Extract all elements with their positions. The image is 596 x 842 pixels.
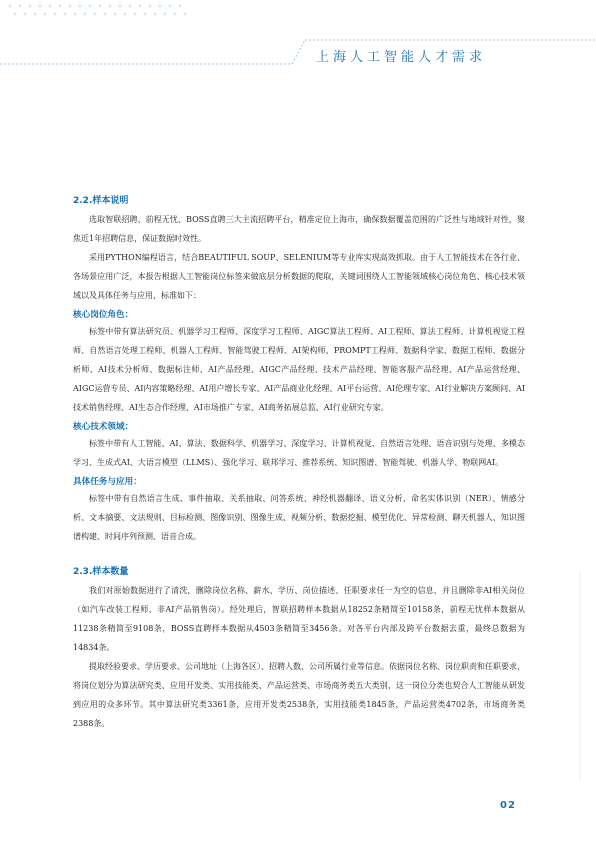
paragraph: 我们对原始数据进行了清洗，删除岗位名称、薪水、学历、岗位描述、任职要求任一为空的信息，并且删除非AI相关岗位（如汽车改装工程师、非AI产品销售岗）。经处理后，智联招聘样本数据从18252条精简至10158条，前程无忧样本数据从11238条精简至9108条，BOSS直聘样本数据从4503条精简至3456条。对各平台内部及跨平台数据去重，最终总数据为14834条。 <box>73 586 525 652</box>
page-content <box>73 193 525 733</box>
paragraph-core-roles: 标签中带有算法研究员、机器学习工程师、深度学习工程师、AIGC算法工程师、AI工程师、算法工程师、计算机视觉工程师、自然语言处理工程师、机器人工程师、智能驾驶工程师、AI架构师、PROMPT工程师、数据科学家、数据工程师、数据分析师、AI技术分析师、数据标注师、AI产品经理、AIGC产品经理、技术产品经理、智能客服产品经理、AI产品运营经理、AIGC运营专员、AI内容策略经理、AI用户增长专家、AI产品商业化经理、AI平台运营、AI伦理专家、AI行业解决方案顾问、AI技术销售经理、AI生态合作经理、AI市场推广专家、AI商务拓展总监、AI行业研究专家。 <box>73 327 526 412</box>
decorative-dot-pattern <box>0 0 190 40</box>
subheading-core-roles: 核心岗位角色： <box>73 310 134 320</box>
subheading-core-tech: 核心技术领域： <box>73 422 134 432</box>
paragraph: 提取经验要求、学历要求、公司地址（上海各区）、招聘人数、公司所属行业等信息。依据岗位名称、岗位职责和任职要求，将岗位划分为算法研究类、应用开发类、实用技能类、产品运营类、市场商务类五大类别，这一岗位分类也契合人工智能从研发到应用的众多环节。其中算法研究类3361条，应用开发类2538条，实用技能类1845条，产品运营类4702条，市场商务类2388条。 <box>73 662 525 728</box>
section-sample-size <box>73 564 525 733</box>
paragraph-core-tech: 标签中带有人工智能、AI、算法、数据科学、机器学习、深度学习、计算机视觉、自然语言处理、语音识别与处理、多模态学习、生成式AI、大语言模型（LLMS）、强化学习、联邦学习、推荐系统、知识图谱、智能驾驶、机器人学、物联网AI。 <box>73 439 525 467</box>
decorative-side-line <box>540 570 596 842</box>
paragraph-tasks: 标签中带有自然语言生成、事件抽取、关系抽取、问答系统、神经机器翻译、语义分析、命名实体识别（NER）、情感分析、文本摘要、文法规则、目标检测、图像识别、图像生成、视频分析、数据挖掘、模型优化、异常检测、聊天机器人、知识图谱构建、时间序列预测、语音合成。 <box>73 494 525 541</box>
paragraph: 采用PYTHON编程语言，结合BEAUTIFUL SOUP、SELENIUM等专业库实现高效抓取。由于人工智能技术在各行业、各场景应用广泛，本报告根据人工智能岗位标签来做底层分析数据的爬取，关键词围绕人工智能领域核心岗位角色、核心技术领域以及具体任务与应用，标准如下： <box>73 253 525 300</box>
section-sample-description <box>73 193 525 546</box>
page-number: 02 <box>500 800 516 811</box>
section-heading: 2.2.样本说明 <box>73 196 129 206</box>
subheading-tasks: 具体任务与应用： <box>73 477 142 487</box>
paragraph: 选取智联招聘、前程无忧、BOSS直聘三大主流招聘平台，精准定位上海市，确保数据覆盖范围的广泛性与地域针对性，聚焦近1年招聘信息，保证数据时效性。 <box>73 215 525 243</box>
report-title: 上海人工智能人才需求 <box>316 50 487 65</box>
page-header <box>0 0 596 90</box>
section-heading: 2.3.样本数量 <box>73 567 129 577</box>
